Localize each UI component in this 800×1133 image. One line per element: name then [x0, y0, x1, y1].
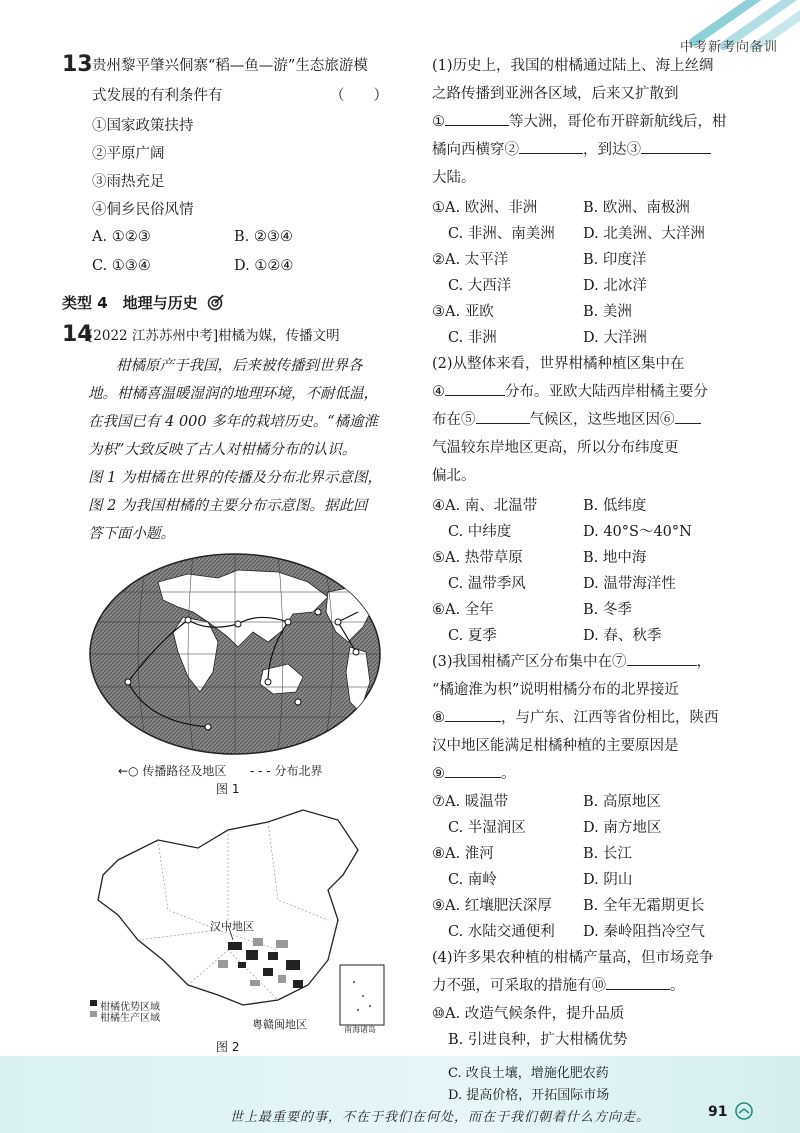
r-o5-a[interactable]: ⑤A. 热带草原: [432, 550, 523, 566]
r-o7-d[interactable]: D. 南方地区: [583, 820, 662, 836]
q13-option-d[interactable]: D. ①②④: [234, 258, 294, 274]
q14-line-2: 地。柑橘喜温暖湿润的地理环境，不耐低温，: [88, 386, 378, 402]
legend-production: 柑橘生产区域: [100, 1013, 160, 1024]
q14-source: [2022 江苏苏州中考]柑橘为媒，传播文明: [88, 328, 340, 344]
q14-line-4: 为枳”大致反映了古人对柑橘分布的认识。: [88, 442, 357, 458]
r-o2-d[interactable]: D. 北冰洋: [583, 278, 647, 294]
r-p3-line4: 汉中地区能满足柑橘种植的主要原因是: [432, 738, 679, 754]
r-o9-a[interactable]: ⑨A. 红壤肥沃深厚: [432, 898, 552, 914]
q13-item-3: ③雨热充足: [92, 174, 165, 190]
r-p2-line2: ④ 分布。亚欧大陆西岸柑橘主要分: [432, 384, 708, 400]
r-p1-line1: (1)历史上，我国的柑橘通过陆上、海上丝绸: [432, 58, 714, 74]
book-icon: [735, 1102, 753, 1120]
r-p2-line1: (2)从整体来看，世界柑橘种植区集中在: [432, 356, 685, 372]
q14-line-5: 图 1 为柑橘在世界的传播及分布北界示意图，: [88, 470, 382, 486]
q14-line-3: 在我国已有 4 000 多年的栽培历史。“橘逾淮: [88, 414, 379, 430]
r-o6-b[interactable]: B. 冬季: [583, 602, 632, 618]
r-o3-a[interactable]: ③A. 亚欧: [432, 304, 494, 320]
q13-item-4: ④侗乡民俗风情: [92, 202, 194, 218]
r-o7-b[interactable]: B. 高原地区: [583, 794, 661, 810]
arrow-icon: ←○: [118, 764, 139, 778]
legend-route: ←○ 传播路径及地区: [118, 764, 227, 778]
label-hanzhong: 汉中地区: [210, 920, 254, 933]
q14-line-6: 图 2 为我国柑橘的主要分布示意图。据此回: [88, 498, 368, 514]
r-p2-line4: 气温较东岸地区更高，所以分布纬度更: [432, 440, 679, 456]
world-map-figure: [88, 552, 383, 757]
r-o5-c[interactable]: C. 温带季风: [448, 576, 526, 592]
r-p3-line5: ⑨ 。: [432, 766, 516, 782]
r-o3-b[interactable]: B. 美洲: [583, 304, 632, 320]
q13-stem-line1: 贵州黎平肇兴侗寨“稻—鱼—游”生态旅游模: [92, 58, 368, 74]
r-o10-b[interactable]: B. 引进良种，扩大柑橘优势: [448, 1032, 628, 1048]
section-heading: [62, 292, 225, 315]
question-13-number: 13: [62, 52, 93, 77]
r-p1-line2: 之路传播到亚洲各区域，后来又扩散到: [432, 86, 679, 102]
q13-option-a[interactable]: A. ①②③: [92, 229, 151, 245]
r-o2-a[interactable]: ②A. 太平洋: [432, 252, 509, 268]
r-o9-b[interactable]: B. 全年无霜期更长: [583, 898, 705, 914]
r-o10-a[interactable]: ⑩A. 改造气候条件，提升品质: [432, 1006, 625, 1022]
r-o10-c[interactable]: C. 改良土壤，增施化肥农药: [448, 1066, 609, 1081]
footer-motto: 世上最重要的事，不在于我们在何处，而在于我们朝着什么方向走。: [230, 1110, 651, 1125]
q13-item-2: ②平原广阔: [92, 146, 165, 162]
r-o2-b[interactable]: B. 印度洋: [583, 252, 647, 268]
r-o4-a[interactable]: ④A. 南、北温带: [432, 498, 538, 514]
figure-2-caption: 图 2: [216, 1040, 240, 1054]
r-o4-c[interactable]: C. 中纬度: [448, 524, 512, 540]
r-p4-line1: (4)许多果农种植的柑橘产量高，但市场竞争: [432, 950, 714, 966]
q13-stem-line2: 式发展的有利条件有: [92, 88, 223, 104]
r-p1-line3: ① 等大洲，哥伦布开辟新航线后，柑: [432, 114, 727, 130]
label-gan-min: 粤赣闽地区: [252, 1018, 307, 1031]
r-p1-line4: 橘向西横穿② ，到达③: [432, 140, 711, 160]
r-p4-line2: 力不强，可采取的措施有⑩ 。: [432, 978, 685, 994]
r-o3-d[interactable]: D. 大洋洲: [583, 330, 647, 346]
r-o3-c[interactable]: C. 非洲: [448, 330, 497, 346]
r-o1-b[interactable]: B. 欧洲、南极洲: [583, 200, 690, 216]
q13-option-c[interactable]: C. ①③④: [92, 258, 151, 274]
r-o1-c[interactable]: C. 非洲、南美洲: [448, 226, 555, 242]
question-14-number: 14: [62, 322, 93, 347]
figure-1-caption: 图 1: [216, 782, 240, 796]
section-title: 类型 4 地理与历史: [62, 294, 198, 312]
r-o1-d[interactable]: D. 北美洲、大洋洲: [583, 226, 705, 242]
r-o8-d[interactable]: D. 阴山: [583, 872, 633, 888]
legend-boundary: - - - 分布北界: [250, 764, 323, 778]
r-p2-line3: 布在⑤ 气候区，这些地区因⑥: [432, 410, 701, 430]
r-o2-c[interactable]: C. 大西洋: [448, 278, 512, 294]
page-number: 91: [708, 1104, 728, 1120]
r-o5-b[interactable]: B. 地中海: [583, 550, 647, 566]
r-o6-d[interactable]: D. 春、秋季: [583, 628, 662, 644]
header-tag: 中考新考向备训: [679, 40, 778, 55]
r-o6-a[interactable]: ⑥A. 全年: [432, 602, 494, 618]
q13-option-b[interactable]: B. ②③④: [234, 229, 293, 245]
r-o9-c[interactable]: C. 水陆交通便利: [448, 924, 555, 940]
q14-line-7: 答下面小题。: [88, 526, 175, 542]
q13-item-1: ①国家政策扶持: [92, 118, 194, 134]
r-o10-d[interactable]: D. 提高价格，开拓国际市场: [448, 1088, 610, 1103]
r-p3-line2: “橘逾淮为枳”说明柑橘分布的北界接近: [432, 682, 679, 698]
legend-advantage: 柑橘优势区域: [100, 1002, 160, 1013]
r-o7-a[interactable]: ⑦A. 暖温带: [432, 794, 509, 810]
r-o9-d[interactable]: D. 秦岭阻挡冷空气: [583, 924, 705, 940]
r-o1-a[interactable]: ①A. 欧洲、非洲: [432, 200, 538, 216]
r-p1-line5: 大陆。: [432, 170, 476, 186]
r-o4-b[interactable]: B. 低纬度: [583, 498, 647, 514]
dashed-line-icon: - - -: [250, 764, 271, 778]
r-o6-c[interactable]: C. 夏季: [448, 628, 497, 644]
r-p3-line1: (3)我国柑橘产区分布集中在⑦ ，: [432, 654, 712, 670]
q14-line-1: 柑橘原产于我国，后来被传播到世界各: [116, 358, 363, 374]
inset-label: 南海诸岛: [344, 1025, 376, 1034]
r-o7-c[interactable]: C. 半湿润区: [448, 820, 526, 836]
r-p2-line5: 偏北。: [432, 468, 476, 484]
r-o8-c[interactable]: C. 南岭: [448, 872, 497, 888]
q13-answer-paren: （ ）: [330, 88, 388, 104]
target-icon: [207, 293, 225, 315]
r-o4-d[interactable]: D. 40°S～40°N: [583, 524, 692, 540]
r-o8-a[interactable]: ⑧A. 淮河: [432, 846, 494, 862]
r-p3-line3: ⑧ ，与广东、江西等省份相比，陕西: [432, 710, 719, 726]
r-o8-b[interactable]: B. 长江: [583, 846, 632, 862]
r-o5-d[interactable]: D. 温带海洋性: [583, 576, 676, 592]
